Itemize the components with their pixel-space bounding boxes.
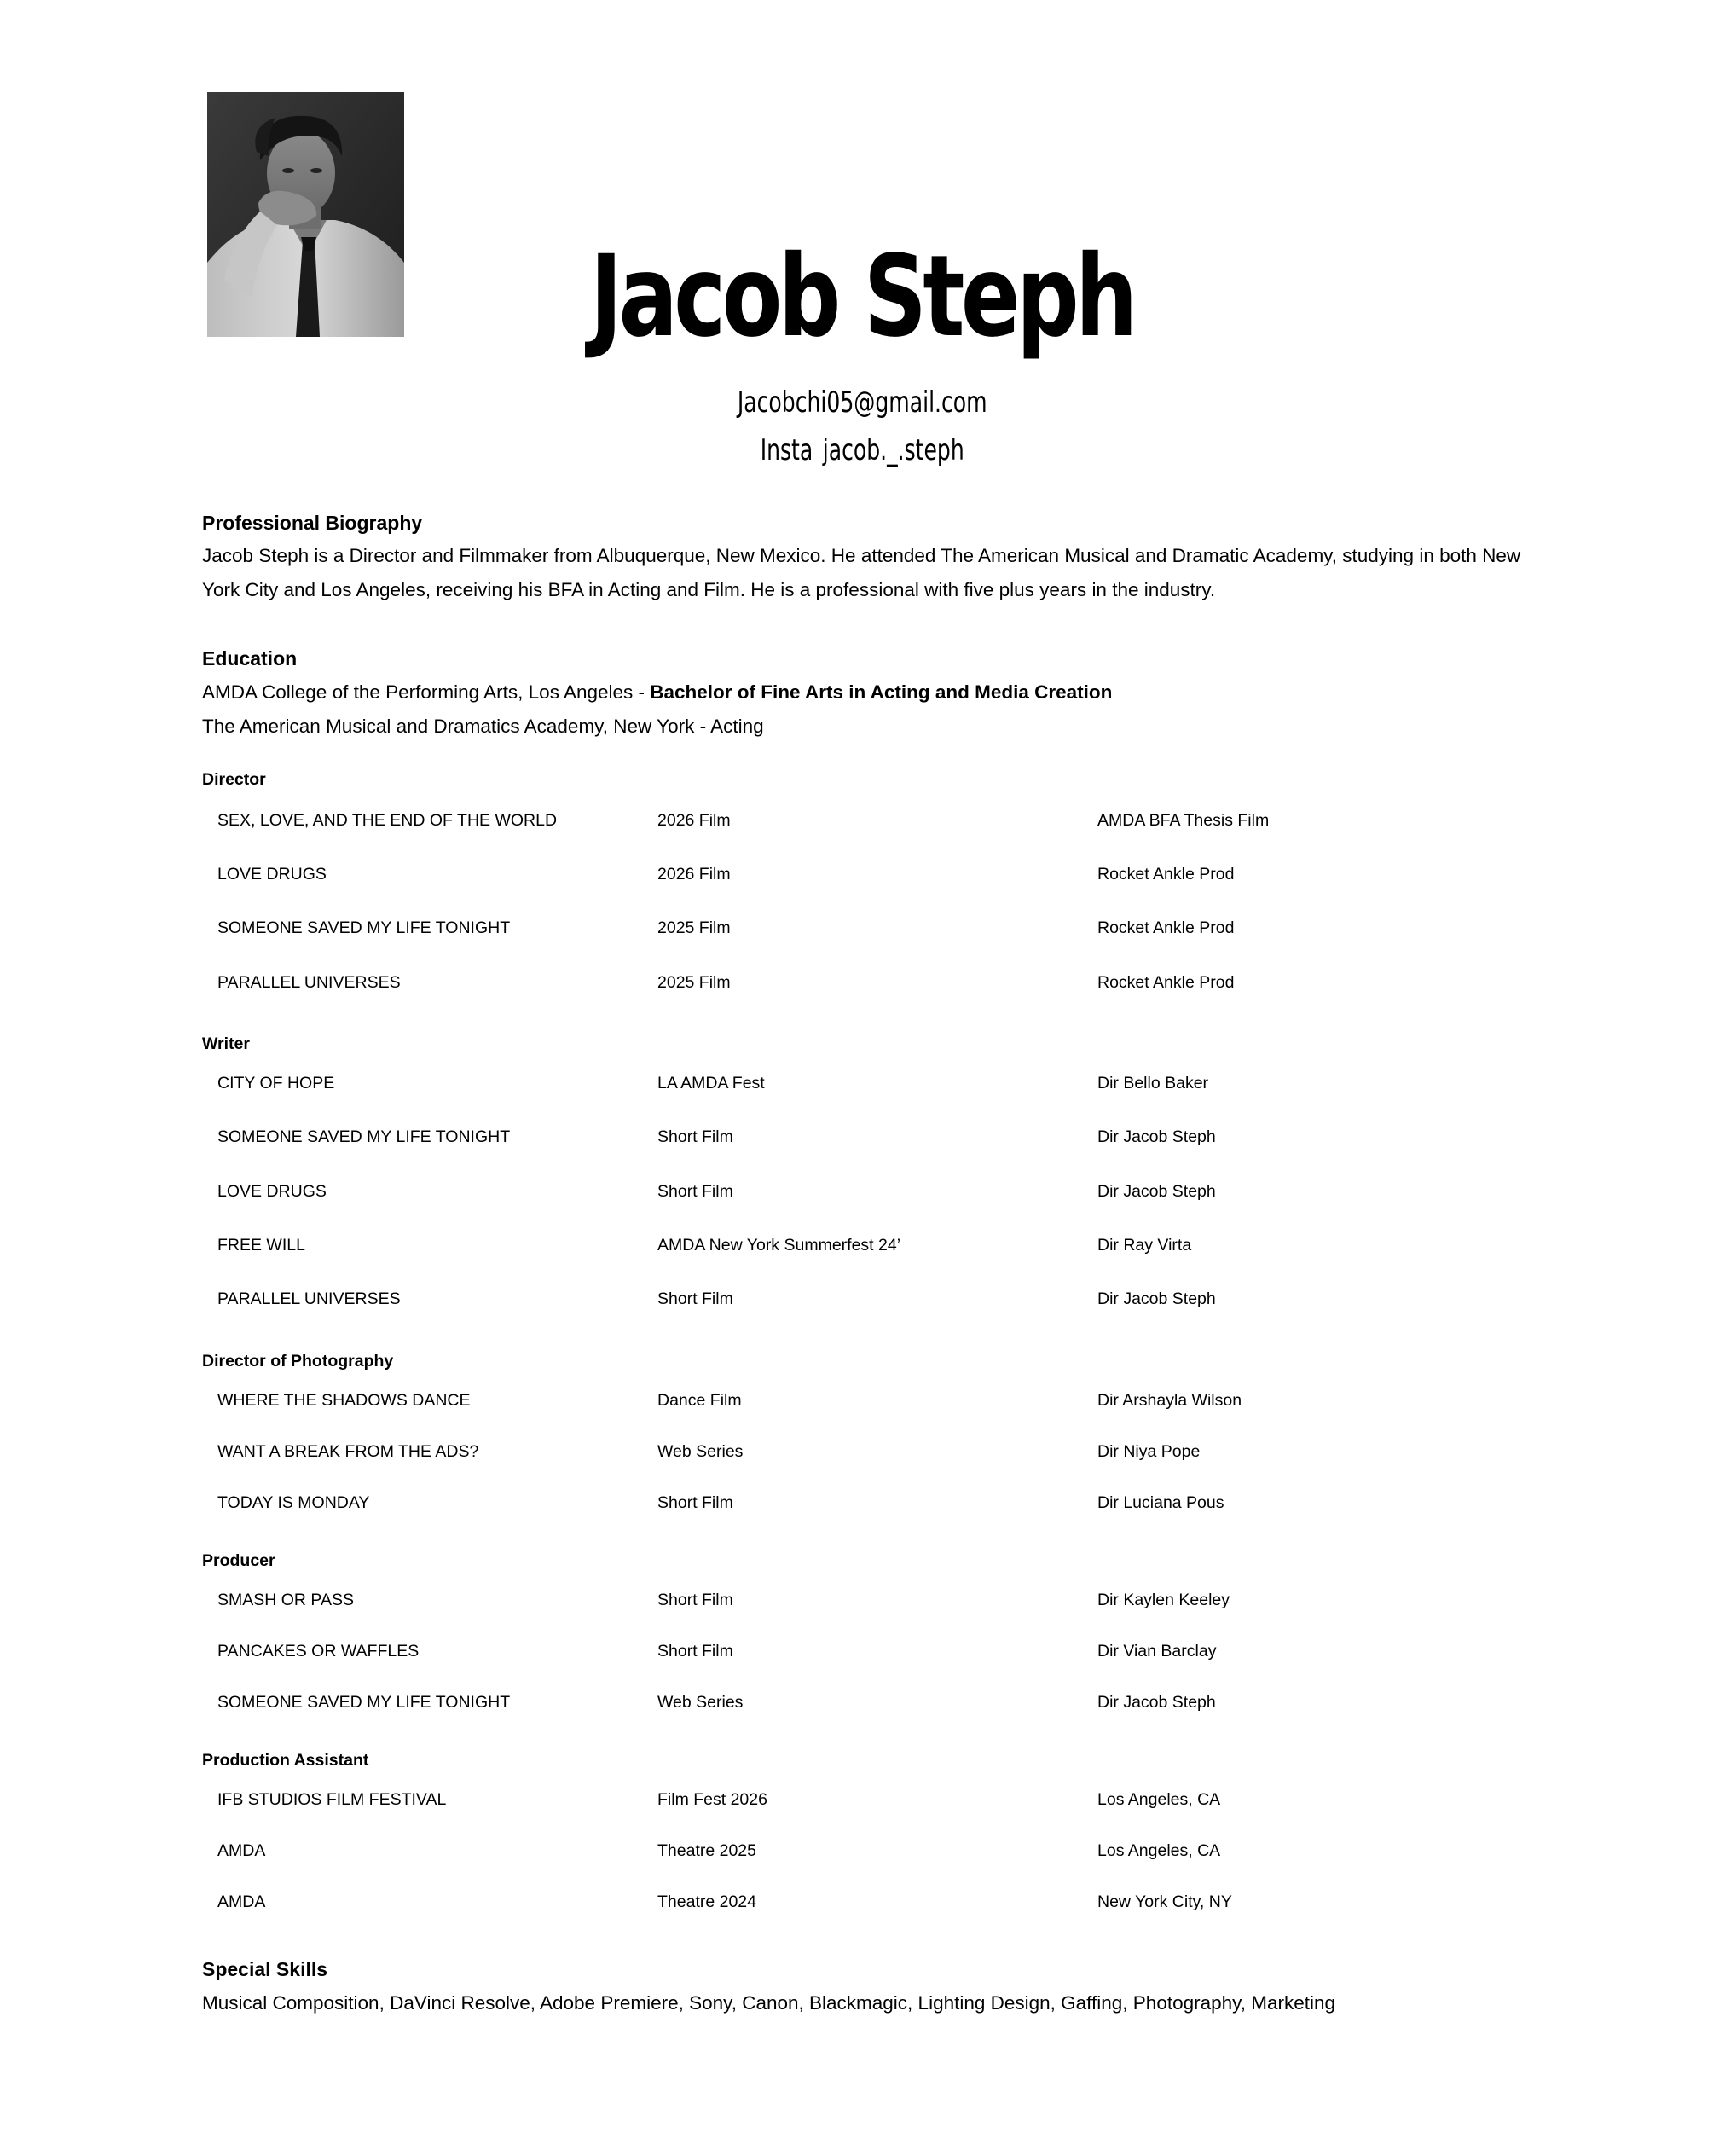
credit-type: 2026 Film	[657, 811, 731, 830]
credit-type: Web Series	[657, 1442, 744, 1461]
credit-company: Rocket Ankle Prod	[1097, 973, 1235, 992]
education-line-2: The American Musical and Dramatics Academy, New York - Acting	[202, 716, 764, 737]
credit-company: Dir Jacob Steph	[1097, 1290, 1216, 1308]
insta-handle[interactable]: jacob._.steph	[822, 433, 964, 467]
credit-title: SEX, LOVE, AND THE END OF THE WORLD	[217, 811, 558, 830]
credit-company: Los Angeles, CA	[1097, 1841, 1221, 1860]
credit-row	[0, 1179, 1725, 1204]
credit-title: LOVE DRUGS	[217, 865, 327, 884]
credit-title: TODAY IS MONDAY	[217, 1493, 370, 1512]
credit-title: WANT A BREAK FROM THE ADS?	[217, 1442, 479, 1461]
credit-title: FREE WILL	[217, 1236, 305, 1255]
credit-title: CITY OF HOPE	[217, 1074, 335, 1092]
credit-type: Short Film	[657, 1591, 733, 1609]
credit-type: Web Series	[657, 1693, 744, 1712]
credit-row	[0, 1439, 1725, 1464]
credit-type: Short Film	[657, 1493, 733, 1512]
credit-company: Dir Jacob Steph	[1097, 1127, 1216, 1146]
credit-type: AMDA New York Summerfest 24’	[657, 1236, 901, 1255]
email-text[interactable]: Jacobchi05@gmail.com	[737, 385, 987, 420]
credit-company: Dir Luciana Pous	[1097, 1493, 1224, 1512]
credit-type: Short Film	[657, 1642, 733, 1660]
credit-type: Film Fest 2026	[657, 1790, 767, 1809]
credit-company: Dir Vian Barclay	[1097, 1642, 1217, 1660]
credit-company: Dir Jacob Steph	[1097, 1693, 1216, 1712]
credit-type: Short Film	[657, 1290, 733, 1308]
credit-title: PARALLEL UNIVERSES	[217, 1290, 401, 1308]
credit-row	[0, 1124, 1725, 1150]
skills-heading: Special Skills	[202, 1958, 328, 1980]
credit-row	[0, 1638, 1725, 1664]
credit-company: Rocket Ankle Prod	[1097, 919, 1235, 937]
education-line-1	[202, 680, 1112, 705]
credit-type: Dance Film	[657, 1391, 742, 1410]
credit-row	[0, 861, 1725, 887]
credit-type: LA AMDA Fest	[657, 1074, 765, 1092]
education-school-1: AMDA College of the Performing Arts, Los Angeles -	[202, 681, 651, 703]
credit-row	[0, 1388, 1725, 1413]
credits-heading-pa: Production Assistant	[202, 1751, 369, 1770]
credits-heading-producer: Producer	[202, 1551, 275, 1570]
credit-type: Theatre 2025	[657, 1841, 757, 1860]
education-heading: Education	[202, 647, 298, 669]
credit-type: Short Film	[657, 1127, 733, 1146]
credit-row	[0, 1838, 1725, 1863]
contact-email[interactable]	[155, 385, 1570, 420]
credit-row	[0, 1587, 1725, 1613]
credit-title: IFB STUDIOS FILM FESTIVAL	[217, 1790, 447, 1809]
credit-company: Los Angeles, CA	[1097, 1790, 1221, 1809]
credit-row	[0, 1787, 1725, 1812]
credit-row	[0, 1070, 1725, 1096]
education-degree: Bachelor of Fine Arts in Acting and Media Creation	[650, 681, 1113, 703]
credit-title: SOMEONE SAVED MY LIFE TONIGHT	[217, 919, 511, 937]
credit-row	[0, 1889, 1725, 1915]
credit-company: Dir Arshayla Wilson	[1097, 1391, 1242, 1410]
credit-title: PARALLEL UNIVERSES	[217, 973, 401, 992]
applicant-name: Jacob Steph	[589, 231, 1134, 362]
credit-row	[0, 808, 1725, 833]
credit-row	[0, 1286, 1725, 1312]
credit-type: Theatre 2024	[657, 1892, 757, 1911]
credit-company: Dir Jacob Steph	[1097, 1182, 1216, 1201]
credit-title: PANCAKES OR WAFFLES	[217, 1642, 420, 1660]
credit-company: Rocket Ankle Prod	[1097, 865, 1235, 884]
credit-title: SOMEONE SAVED MY LIFE TONIGHT	[217, 1693, 511, 1712]
credit-company: Dir Ray Virta	[1097, 1236, 1192, 1255]
skills-text: Musical Composition, DaVinci Resolve, Adobe Premiere, Sony, Canon, Blackmagic, Lighting Design, Gaffing, Photography, Marketing	[202, 1992, 1336, 2014]
credit-type: 2026 Film	[657, 865, 731, 884]
credit-company: Dir Kaylen Keeley	[1097, 1591, 1230, 1609]
credit-row	[0, 1232, 1725, 1258]
credit-company: Dir Niya Pope	[1097, 1442, 1201, 1461]
insta-label: Insta	[760, 433, 813, 467]
credit-title: AMDA	[217, 1892, 266, 1911]
credit-title: WHERE THE SHADOWS DANCE	[217, 1391, 471, 1410]
bio-text: Jacob Steph is a Director and Filmmaker from Albuquerque, New Mexico. He attended The American Musical and Dramatic Academy, studying in both New York City and Los Angeles, receiving his BFA in Acting and Film. He is a professional with five plus years in the industry.	[202, 545, 1521, 600]
credit-company: New York City, NY	[1097, 1892, 1232, 1911]
credit-company: AMDA BFA Thesis Film	[1097, 811, 1270, 830]
credit-row	[0, 1689, 1725, 1715]
credit-row	[0, 1490, 1725, 1516]
credit-type: 2025 Film	[657, 919, 731, 937]
credit-title: SOMEONE SAVED MY LIFE TONIGHT	[217, 1127, 511, 1146]
credit-type: Short Film	[657, 1182, 733, 1201]
credits-heading-writer: Writer	[202, 1035, 250, 1053]
credit-row	[0, 970, 1725, 995]
credit-type: 2025 Film	[657, 973, 731, 992]
contact-instagram[interactable]	[155, 433, 1570, 467]
credit-company: Dir Bello Baker	[1097, 1074, 1209, 1092]
credit-title: LOVE DRUGS	[217, 1182, 327, 1201]
credits-heading-director: Director	[202, 770, 266, 789]
credit-title: AMDA	[217, 1841, 266, 1860]
credits-heading-dop: Director of Photography	[202, 1352, 394, 1371]
credit-row	[0, 915, 1725, 941]
credit-title: SMASH OR PASS	[217, 1591, 355, 1609]
bio-heading: Professional Biography	[202, 512, 423, 534]
